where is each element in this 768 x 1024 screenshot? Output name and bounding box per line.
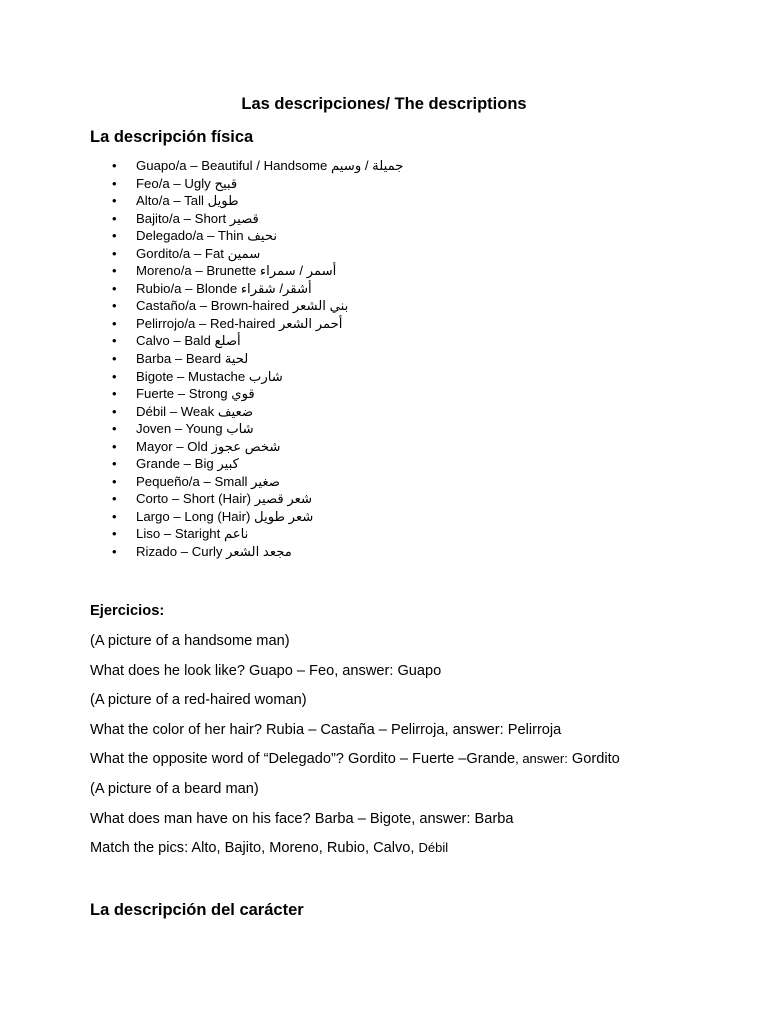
list-item	[112, 490, 403, 508]
vocab-text: Grande – Big كبير	[136, 456, 239, 472]
bullet-icon: •	[112, 421, 117, 437]
bullet-icon: •	[112, 544, 117, 560]
section-heading-physical-description: La descripción física	[90, 128, 254, 146]
exercise-line: (A picture of a beard man)	[90, 780, 259, 797]
list-item	[112, 297, 403, 315]
bullet-icon: •	[112, 526, 117, 542]
vocab-text: Rubio/a – Blonde أشقر/ شقراء	[136, 280, 312, 296]
bullet-icon: •	[112, 438, 117, 454]
vocab-text: Barba – Beard لحية	[136, 351, 249, 367]
list-item	[112, 227, 403, 245]
exercise-text-small: , answer:	[515, 751, 568, 767]
exercise-text: Match the pics: Alto, Bajito, Moreno, Rubio, Calvo,	[90, 840, 419, 857]
vocab-text: Largo – Long (Hair) شعر طويل	[136, 508, 314, 524]
exercise-line	[90, 750, 620, 780]
bullet-icon: •	[112, 175, 117, 191]
vocab-text: Guapo/a – Beautiful / Handsome جميلة / وسيم	[136, 158, 404, 173]
list-item	[112, 350, 403, 368]
list-item	[112, 438, 403, 456]
exercise-line	[90, 839, 620, 869]
vocab-text: Rizado – Curly مجعد الشعر	[136, 544, 292, 560]
list-item	[112, 455, 403, 473]
vocab-text: Fuerte – Strong قوي	[136, 386, 255, 402]
exercise-text-small: Débil	[418, 840, 449, 856]
list-item	[112, 543, 403, 561]
list-item	[112, 192, 403, 210]
vocab-text: Pequeño/a – Small صغير	[136, 473, 280, 489]
page-title: Las descripciones/ The descriptions	[241, 95, 527, 113]
list-item	[112, 315, 403, 333]
bullet-icon: •	[112, 280, 117, 296]
vocab-text: Alto/a – Tall طويل	[136, 193, 239, 209]
list-item	[112, 245, 403, 263]
bullet-icon: •	[112, 473, 117, 489]
bullet-icon: •	[112, 386, 117, 402]
exercise-text: What the opposite word of “Delegado”? Gordito – Fuerte –Grande	[90, 751, 516, 768]
exercise-line: What does he look like? Guapo – Feo, answer: Guapo	[90, 662, 442, 679]
vocab-text: Calvo – Bald أصلع	[136, 333, 241, 349]
vocab-text: Corto – Short (Hair) شعر قصير	[136, 491, 313, 507]
list-item	[112, 280, 403, 298]
list-item	[112, 210, 403, 228]
list-item	[112, 420, 403, 438]
bullet-icon: •	[112, 333, 117, 349]
vocab-text: Débil – Weak ضعيف	[136, 403, 254, 419]
bullet-icon: •	[112, 298, 117, 314]
list-item	[112, 368, 403, 386]
bullet-icon: •	[112, 193, 117, 209]
bullet-icon: •	[112, 508, 117, 524]
list-item	[112, 175, 403, 193]
list-item	[112, 508, 403, 526]
vocab-text: Delegado/a – Thin نحيف	[136, 228, 278, 244]
bullet-icon: •	[112, 315, 117, 331]
bullet-icon: •	[112, 245, 117, 261]
bullet-icon: •	[112, 351, 117, 367]
exercise-line: (A picture of a handsome man)	[90, 633, 290, 649]
exercise-line: (A picture of a red-haired woman)	[90, 692, 307, 709]
vocab-text: Moreno/a – Brunette أسمر / سمراء	[136, 263, 337, 279]
exercise-line: What does man have on his face? Barba – Bigote, answer: Barba	[90, 810, 514, 827]
bullet-icon: •	[112, 228, 117, 244]
bullet-icon: •	[112, 263, 117, 279]
bullet-icon: •	[112, 456, 117, 472]
list-item	[112, 525, 403, 543]
vocab-text: Pelirrojo/a – Red-haired أحمر الشعر	[136, 315, 343, 331]
exercise-text: Gordito	[567, 751, 620, 768]
list-item	[112, 262, 403, 280]
exercise-lines	[90, 632, 620, 869]
bullet-icon: •	[112, 158, 117, 173]
exercise-line: What the color of her hair? Rubia – Castaña – Pelirroja, answer: Pelirroja	[90, 721, 562, 738]
section-heading-character-description: La descripción del carácter	[90, 901, 304, 919]
list-item	[112, 473, 403, 491]
list-item	[112, 157, 403, 175]
vocab-text: Bajito/a – Short قصير	[136, 210, 259, 226]
bullet-icon: •	[112, 368, 117, 384]
list-item	[112, 332, 403, 350]
vocab-text: Bigote – Mustache شارب	[136, 368, 283, 384]
vocab-text: Liso – Staright ناعم	[136, 526, 249, 542]
bullet-icon: •	[112, 491, 117, 507]
vocab-text: Feo/a – Ugly قبيح	[136, 175, 238, 191]
vocab-text: Mayor – Old شخص عجوز	[136, 438, 281, 454]
vocab-text: Gordito/a – Fat سمين	[136, 245, 261, 261]
bullet-icon: •	[112, 210, 117, 226]
list-item	[112, 403, 403, 421]
list-item	[112, 385, 403, 403]
vocab-text: Castaño/a – Brown-haired بني الشعر	[136, 298, 349, 314]
vocab-text: Joven – Young شاب	[136, 421, 254, 437]
vocabulary-list	[112, 157, 403, 561]
bullet-icon: •	[112, 403, 117, 419]
exercises-heading: Ejercicios:	[90, 603, 165, 619]
